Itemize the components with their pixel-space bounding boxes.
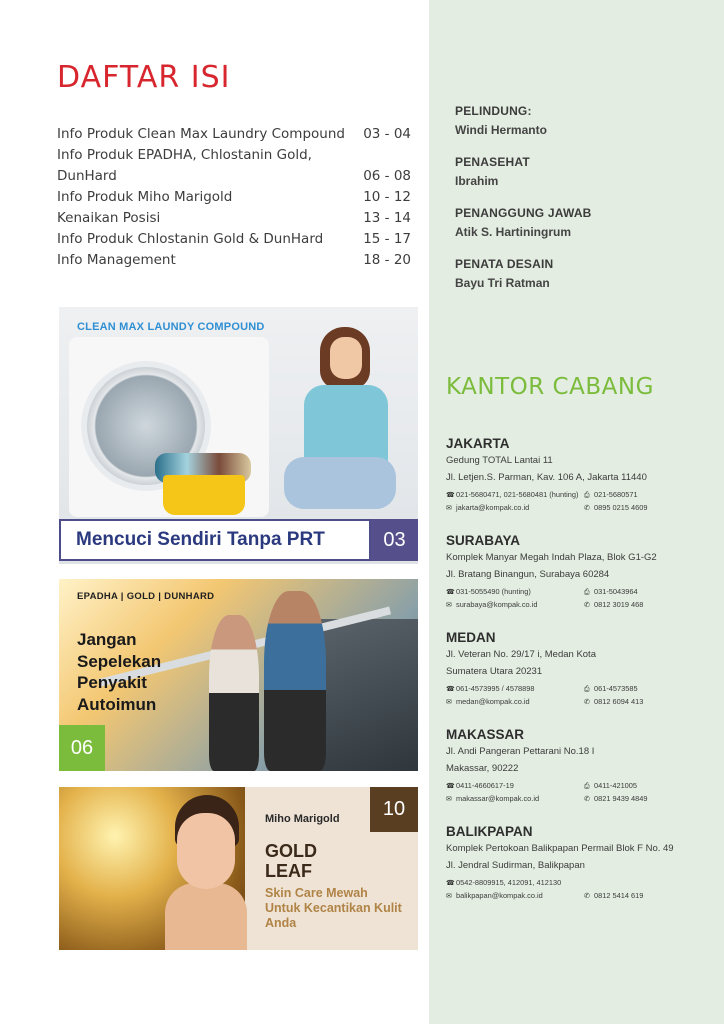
branch-phone[interactable] — [446, 586, 578, 599]
branch-email[interactable] — [446, 502, 578, 515]
branch-email[interactable] — [446, 599, 578, 612]
branch-offices-title: KANTOR CABANG — [446, 374, 654, 400]
branch-address-line: Jl. Andi Pangeran Pettarani No.18 I — [446, 746, 595, 757]
credit-role: PENANGGUNG JAWAB — [455, 206, 592, 220]
branch-address-line: Jl. Veteran No. 29/17 i, Medan Kota — [446, 649, 596, 660]
table-of-contents — [57, 124, 411, 271]
branch-phone[interactable] — [446, 489, 578, 502]
phone-icon: ☎ — [446, 880, 455, 887]
toc-item[interactable] — [57, 145, 411, 187]
whatsapp-icon: ✆ — [584, 505, 590, 512]
article-card-miho-marigold[interactable] — [59, 787, 418, 950]
credit-name: Bayu Tri Ratman — [455, 276, 550, 290]
woman-photo — [284, 327, 404, 517]
fax-icon: ⎙ — [584, 492, 590, 499]
model-shoulders — [165, 883, 247, 950]
branch-address-line: Jl. Letjen.S. Parman, Kav. 106 A, Jakarta 11440 — [446, 472, 647, 483]
branch-email-value: makassar@kompak.co.id — [456, 794, 540, 803]
card-tag: Miho Marigold — [265, 813, 340, 825]
whatsapp-icon: ✆ — [584, 893, 590, 900]
branch-city: MAKASSAR — [446, 727, 525, 742]
branch-email[interactable] — [446, 890, 578, 903]
branch-fax-value: 061-4573585 — [594, 684, 638, 693]
branch-fax[interactable] — [584, 489, 704, 502]
branch-fax[interactable] — [584, 780, 704, 793]
card-headline: GOLD LEAF — [265, 841, 317, 881]
branch-phone-value: 0542-8809915, 412091, 412130 — [456, 878, 562, 887]
toc-item-label: Info Produk Chlostanin Gold & DunHard — [57, 231, 324, 247]
credit-entry — [455, 155, 695, 189]
whatsapp-icon: ✆ — [584, 699, 590, 706]
card-headline: Jangan Sepelekan Penyakit Autoimun — [77, 630, 162, 714]
branch-fax[interactable] — [584, 586, 704, 599]
toc-item-pages: 06 - 08 — [363, 168, 411, 184]
email-icon: ✉ — [446, 796, 452, 803]
branch-phone-value: 061-4573995 / 4578898 — [456, 684, 535, 693]
branch-surabaya — [446, 533, 704, 612]
email-icon: ✉ — [446, 699, 452, 706]
branch-fax-value: 021-5680571 — [594, 490, 638, 499]
branch-fax-value: 0411-421005 — [594, 781, 638, 790]
editorial-credits — [455, 104, 695, 308]
branch-empty — [584, 877, 704, 890]
credit-entry — [455, 104, 695, 138]
credit-role: PENASEHAT — [455, 155, 530, 169]
branch-address-line: Komplek Pertokoan Balikpapan Permail Blok F No. 49 — [446, 843, 674, 854]
branch-phone[interactable] — [446, 780, 578, 793]
phone-icon: ☎ — [446, 783, 455, 790]
branch-whatsapp-value: 0812 6094 413 — [594, 697, 644, 706]
email-icon: ✉ — [446, 893, 452, 900]
branch-address-line: Jl. Bratang Binangun, Surabaya 60284 — [446, 569, 610, 580]
branch-whatsapp[interactable] — [584, 599, 704, 612]
credit-name: Windi Hermanto — [455, 123, 547, 137]
branch-balikpapan — [446, 824, 704, 903]
card-tag: EPADHA | GOLD | DUNHARD — [77, 591, 215, 602]
branch-whatsapp-value: 0895 0215 4609 — [594, 503, 648, 512]
email-icon: ✉ — [446, 602, 452, 609]
page-number-badge: 06 — [59, 725, 105, 771]
toc-item[interactable] — [57, 124, 411, 145]
toc-item-label: Info Produk Clean Max Laundry Compound — [57, 126, 345, 142]
branch-email[interactable] — [446, 793, 578, 806]
branch-address-line: Komplek Manyar Megah Indah Plaza, Blok G1-G2 — [446, 552, 657, 563]
branch-phone[interactable] — [446, 877, 578, 890]
toc-item[interactable] — [57, 208, 411, 229]
credit-entry — [455, 257, 695, 291]
woman-face — [330, 337, 362, 379]
branch-medan — [446, 630, 704, 709]
toc-item-pages: 13 - 14 — [363, 210, 411, 226]
branch-address-line: Sumatera Utara 20231 — [446, 666, 543, 677]
page-number-badge: 03 — [371, 519, 418, 561]
branch-jakarta — [446, 436, 704, 515]
woman-jeans — [284, 457, 396, 509]
toc-item[interactable] — [57, 187, 411, 208]
toc-item-pages: 18 - 20 — [363, 252, 411, 268]
credit-entry — [455, 206, 695, 240]
credit-role: PELINDUNG: — [455, 104, 532, 118]
branch-address-line: Jl. Jendral Sudirman, Balikpapan — [446, 860, 585, 871]
branch-email-value: surabaya@kompak.co.id — [456, 600, 538, 609]
branch-whatsapp[interactable] — [584, 696, 704, 709]
branch-city: JAKARTA — [446, 436, 510, 451]
credit-role: PENATA DESAIN — [455, 257, 554, 271]
toc-item-pages: 15 - 17 — [363, 231, 411, 247]
toc-item-pages: 03 - 04 — [363, 126, 411, 142]
branch-whatsapp-value: 0812 5414 619 — [594, 891, 644, 900]
model-face — [177, 813, 235, 889]
branch-city: BALIKPAPAN — [446, 824, 533, 839]
toc-item[interactable] — [57, 229, 411, 250]
credit-name: Ibrahim — [455, 174, 499, 188]
toc-item-pages: 10 - 12 — [363, 189, 411, 205]
branch-email-value: balikpapan@kompak.co.id — [456, 891, 543, 900]
man-runner-photo — [264, 591, 326, 771]
branch-address-line: Gedung TOTAL Lantai 11 — [446, 455, 553, 466]
branch-phone-value: 021-5680471, 021-5680481 (hunting) — [456, 490, 579, 499]
branch-makassar — [446, 727, 704, 806]
fax-icon: ⎙ — [584, 686, 590, 693]
article-card-clean-max[interactable] — [59, 307, 418, 564]
branch-email[interactable] — [446, 696, 578, 709]
branch-list — [446, 436, 704, 921]
fax-icon: ⎙ — [584, 589, 590, 596]
toc-title: DAFTAR ISI — [57, 60, 231, 95]
branch-whatsapp[interactable] — [584, 793, 704, 806]
branch-whatsapp[interactable] — [584, 502, 704, 515]
toc-item-label: Info Produk EPADHA, Chlostanin Gold, DunHard — [57, 147, 312, 184]
laundry-basket-illustration — [163, 475, 245, 515]
toc-item-label: Info Management — [57, 252, 176, 268]
branch-email-value: medan@kompak.co.id — [456, 697, 530, 706]
branch-phone-value: 0411-4660617-19 — [456, 781, 514, 790]
branch-city: SURABAYA — [446, 533, 521, 548]
branch-address-line: Makassar, 90222 — [446, 763, 519, 774]
card-headline-banner — [59, 519, 371, 561]
toc-item[interactable] — [57, 250, 411, 271]
credit-name: Atik S. Hartiningrum — [455, 225, 572, 239]
card-headline: Mencuci Sendiri Tanpa PRT — [76, 529, 325, 550]
phone-icon: ☎ — [446, 686, 455, 693]
phone-icon: ☎ — [446, 492, 455, 499]
toc-item-label: Info Produk Miho Marigold — [57, 189, 233, 205]
phone-icon: ☎ — [446, 589, 455, 596]
branch-email-value: jakarta@kompak.co.id — [456, 503, 530, 512]
branch-city: MEDAN — [446, 630, 496, 645]
branch-phone-value: 031-5055490 (hunting) — [456, 587, 531, 596]
model-photo — [163, 795, 247, 950]
toc-item-label: Kenaikan Posisi — [57, 210, 161, 226]
email-icon: ✉ — [446, 505, 452, 512]
branch-whatsapp[interactable] — [584, 890, 704, 903]
page-number-badge: 10 — [370, 787, 418, 832]
whatsapp-icon: ✆ — [584, 796, 590, 803]
card-tag: CLEAN MAX LAUNDY COMPOUND — [77, 321, 265, 333]
branch-whatsapp-value: 0821 9439 4849 — [594, 794, 648, 803]
whatsapp-icon: ✆ — [584, 602, 590, 609]
article-card-epadha[interactable] — [59, 579, 418, 771]
branch-fax-value: 031-5043964 — [594, 587, 638, 596]
card-subheadline: Skin Care Mewah Untuk Kecantikan Kulit Anda — [265, 886, 402, 930]
branch-phone[interactable] — [446, 683, 578, 696]
branch-fax[interactable] — [584, 683, 704, 696]
branch-whatsapp-value: 0812 3019 468 — [594, 600, 644, 609]
fax-icon: ⎙ — [584, 783, 590, 790]
